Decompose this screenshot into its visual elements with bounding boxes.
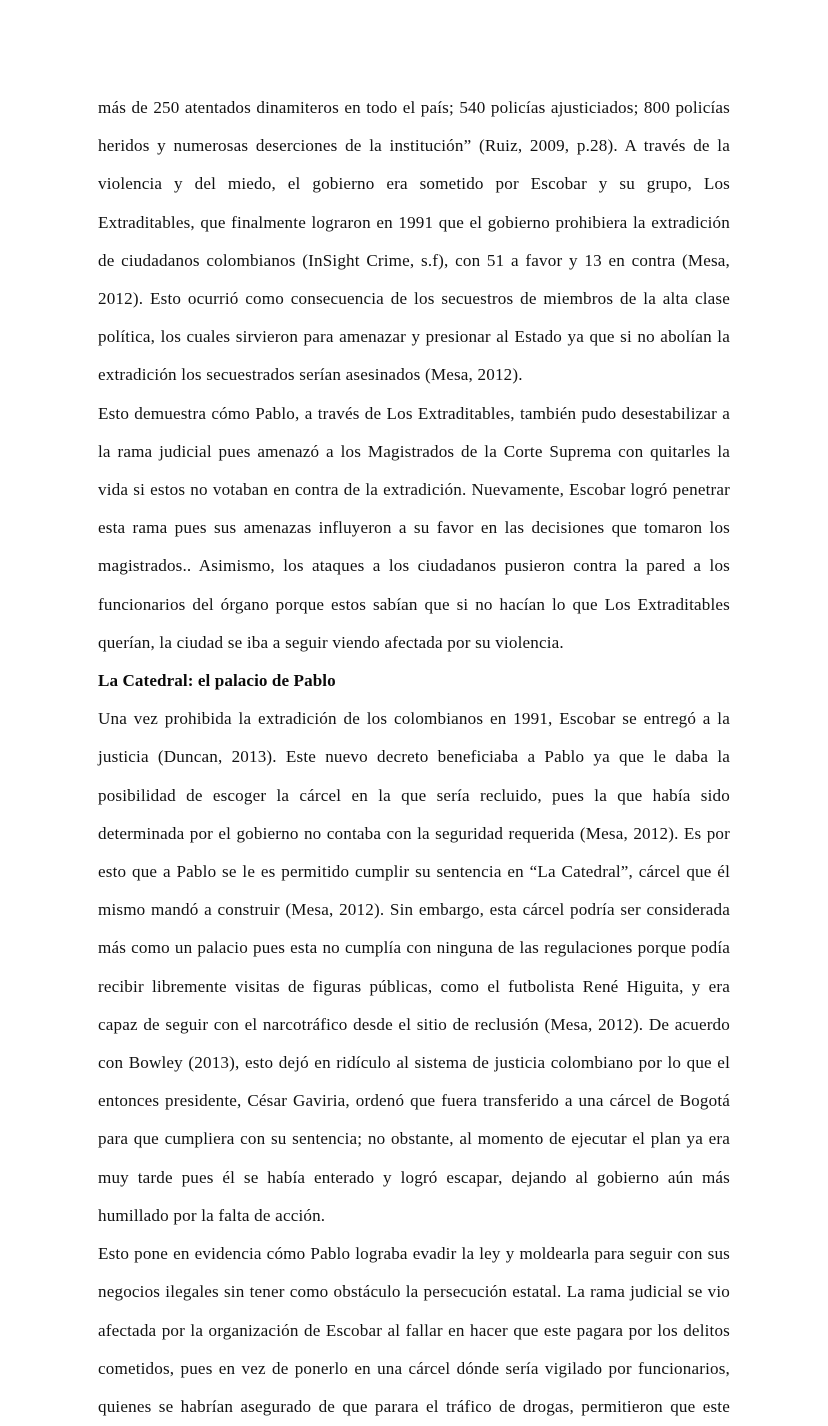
body-paragraph: Esto pone en evidencia cómo Pablo lograba evadir la ley y moldearla para seguir con sus negocios ilegales sin tener como obstáculo la persecución estatal. La rama judicial se vio afectada por la organización de Escobar al fallar en hacer que este pagara por los delitos cometidos, pues en vez de ponerlo en una cárcel dónde sería vigilado por funcionarios, quienes se habrían asegurado de que parara el tráfico de drogas, permitieron que este xyxy=(98,1244,730,1416)
body-paragraph: más de 250 atentados dinamiteros en todo el país; 540 policías ajusticiados; 800 policías heridos y numerosas deserciones de la institución” (Ruiz, 2009, p.28). A través de la violencia y del miedo, el gobierno era sometido por Escobar y su grupo, Los Extraditables, que finalmente lograron en 1991 que el gobierno prohibiera la extradición de ciudadanos colombianos (InSight Crime, s.f), con 51 a favor y 13 en contra (Mesa, 2012). Esto ocurrió como consecuencia de los secuestros de miembros de la alta clase política, los cuales sirvieron para amenazar y presionar al Estado ya que si no abolían la extradición los secuestrados serían asesinados (Mesa, 2012). xyxy=(98,98,730,385)
document-body xyxy=(98,89,730,1426)
body-paragraph: Esto demuestra cómo Pablo, a través de Los Extraditables, también pudo desestabilizar a la rama judicial pues amenazó a los Magistrados de la Corte Suprema con quitarles la vida si estos no votaban en contra de la extradición. Nuevamente, Escobar logró penetrar esta rama pues sus amenazas influyeron a su favor en las decisiones que tomaron los magistrados.. Asimismo, los ataques a los ciudadanos pusieron contra la pared a los funcionarios del órgano porque estos sabían que si no hacían lo que Los Extraditables querían, la ciudad se iba a seguir viendo afectada por su violencia. xyxy=(98,403,730,652)
body-paragraph: Una vez prohibida la extradición de los colombianos en 1991, Escobar se entregó a la justicia (Duncan, 2013). Este nuevo decreto beneficiaba a Pablo ya que le daba la posibilidad de escoger la cárcel en la que sería recluido, pues la que había sido determinada por el gobierno no contaba con la seguridad requerida (Mesa, 2012). Es por esto que a Pablo se le es permitido cumplir su sentencia en “La Catedral”, cárcel que él mismo mandó a construir (Mesa, 2012). Sin embargo, esta cárcel podría ser considerada más como un palacio pues esta no cumplía con ninguna de las regulaciones porque podía recibir libremente visitas de figuras públicas, como el futbolista René Higuita, y era capaz de seguir con el narcotráfico desde el sitio de reclusión (Mesa, 2012). De acuerdo con Bowley (2013), esto dejó en ridículo al sistema de justicia colombiano por lo que el entonces presidente, César Gaviria, ordenó que fuera transferido a una cárcel de Bogotá para que cumpliera con su sentencia; no obstante, al momento de ejecutar el plan ya era muy tarde pues él se había enterado y logró escapar, dejando al gobierno aún más humillado por la falta de acción. xyxy=(98,709,730,1225)
section-heading: La Catedral: el palacio de Pablo xyxy=(98,671,336,691)
